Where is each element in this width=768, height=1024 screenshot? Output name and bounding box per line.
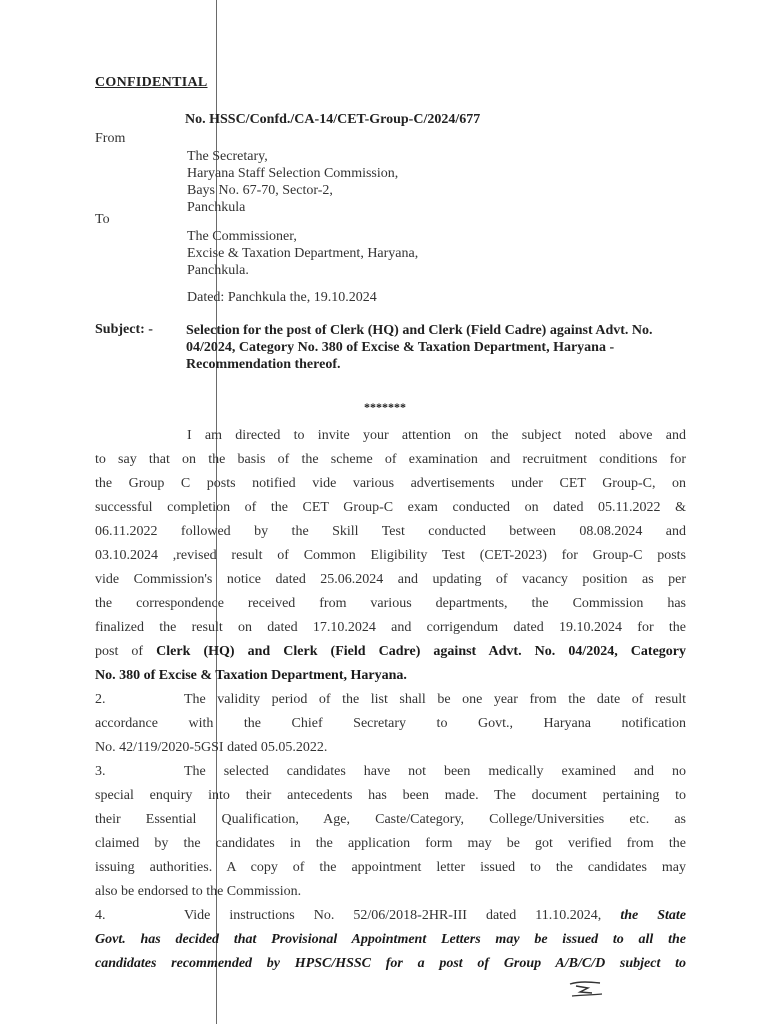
paragraph-line: to say that on the basis of the scheme of examination and recruitment conditions for [95, 452, 686, 467]
paragraph-number: 3. [95, 764, 106, 779]
address-line: Panchkula [187, 200, 246, 215]
paragraph-line: post of Clerk (HQ) and Clerk (Field Cadre) against Advt. No. 04/2024, Category [95, 644, 687, 659]
paragraph-line: candidates recommended by HPSC/HSSC for a post of Group A/B/C/D subject to [95, 956, 686, 971]
paragraph-line: Vide instructions No. 52/06/2018-2HR-III dated 11.10.2024, the State [184, 908, 687, 923]
to-address [187, 228, 418, 279]
confidential-heading: CONFIDENTIAL [95, 75, 208, 90]
paragraph-line: vide Commission's notice dated 25.06.2024 and updating of vacancy position as per [95, 572, 686, 587]
paragraph-line: the correspondence received from various departments, the Commission has [95, 596, 686, 611]
dated-line: Dated: Panchkula the, 19.10.2024 [187, 290, 377, 305]
paragraph-line: The validity period of the list shall be one year from the date of result [184, 692, 686, 707]
paragraph-line: special enquiry into their antecedents has been made. The document pertaining to [95, 788, 686, 803]
separator-stars: ******* [364, 400, 406, 414]
address-line: Panchkula. [187, 263, 249, 278]
paragraph-line: also be endorsed to the Commission. [95, 884, 302, 899]
paragraph-line: No. 42/119/2020-5GSI dated 05.05.2022. [95, 740, 328, 755]
paragraph-line: Govt. has decided that Provisional Appointment Letters may be issued to all the [95, 932, 686, 947]
address-line: The Secretary, [187, 149, 268, 164]
paragraph-line: claimed by the candidates in the application form may be got verified from the [95, 836, 686, 851]
subject-text: Selection for the post of Clerk (HQ) and Clerk (Field Cadre) against Advt. No. 04/2024, Category No. 380 of Excise & Taxation Department, Haryana - Recommendation thereof. [186, 323, 653, 372]
paragraph-line: successful completion of the CET Group-C exam conducted on dated 05.11.2022 & [95, 500, 686, 515]
paragraph-line: 06.11.2022 followed by the Skill Test conducted between 08.08.2024 and [95, 524, 686, 539]
paragraph-line: accordance with the Chief Secretary to Govt., Haryana notification [95, 716, 686, 731]
address-line: The Commissioner, [187, 229, 297, 244]
paragraph-line: I am directed to invite your attention on the subject noted above and [187, 428, 686, 443]
paragraph-line: issuing authorities. A copy of the appointment letter issued to the candidates may [95, 860, 686, 875]
from-label: From [95, 131, 126, 146]
reference-number: No. HSSC/Confd./CA-14/CET-Group-C/2024/677 [185, 112, 481, 127]
paragraph-line: the Group C posts notified vide various advertisements under CET Group-C, on [95, 476, 686, 491]
paragraph-line: finalized the result on dated 17.10.2024 and corrigendum dated 19.10.2024 for the [95, 620, 686, 635]
paragraph-number: 2. [95, 692, 106, 707]
address-line: Haryana Staff Selection Commission, [187, 166, 399, 181]
paragraph-number: 4. [95, 908, 106, 923]
subject-label: Subject: - [95, 322, 153, 337]
address-line: Excise & Taxation Department, Haryana, [187, 246, 419, 261]
paragraph-line: their Essential Qualification, Age, Caste/Category, College/Universities etc. as [95, 812, 686, 827]
paragraph-line: No. 380 of Excise & Taxation Department, Haryana. [95, 668, 407, 683]
paragraph-line: 03.10.2024 ,revised result of Common Eligibility Test (CET-2023) for Group-C posts [95, 548, 686, 563]
handwritten-initial-mark [566, 978, 606, 1000]
paragraph-line: The selected candidates have not been medically examined and no [184, 764, 686, 779]
from-address [187, 148, 398, 216]
to-label: To [95, 212, 110, 227]
address-line: Bays No. 67-70, Sector-2, [187, 183, 333, 198]
